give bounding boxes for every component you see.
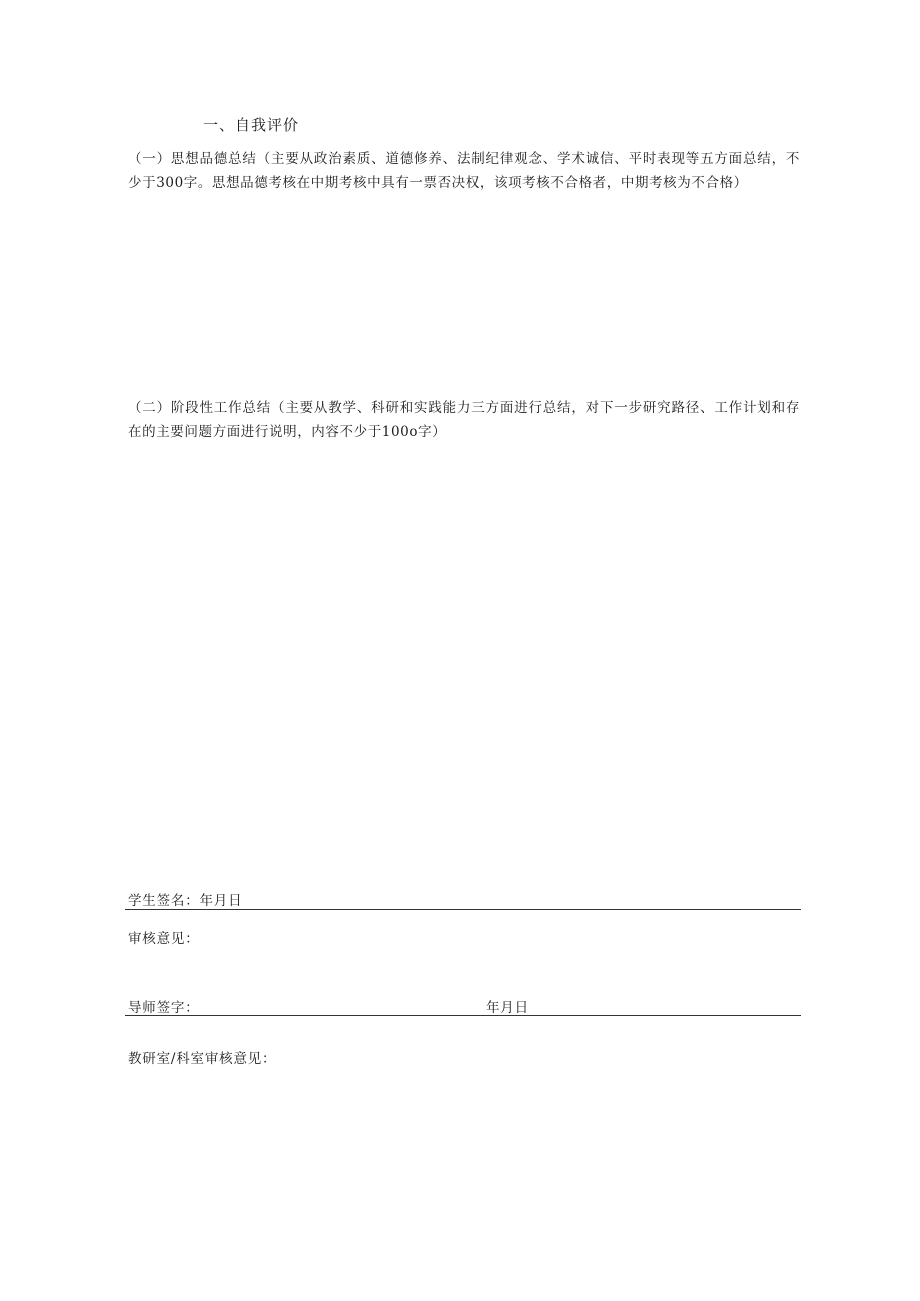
student-signature-line: 学生签名：年月日 (128, 893, 243, 909)
divider-line (125, 1015, 801, 1016)
moral-summary-instructions: （一）思想品德总结（主要从政治素质、道德修养、法制纪律观念、学术诚信、平时表现等五方面总结，不少于300字。思想品德考核在中期考核中具有一票否决权，该项考核不合格者，中期考核为不合格） (128, 151, 800, 191)
section-heading: 一、自我评价 (203, 116, 300, 134)
department-review-label: 教研室/科室审核意见： (128, 1051, 277, 1067)
review-opinion-label: 审核意见： (128, 931, 200, 947)
work-summary-instructions: （二）阶段性工作总结（主要从教学、科研和实践能力三方面进行总结，对下一步研究路径、工作计划和存在的主要问题方面进行说明，内容不少于100o字） (128, 400, 800, 440)
divider-line (125, 909, 801, 910)
advisor-date-label: 年月日 (486, 1000, 529, 1016)
advisor-signature-label: 导师签字： (128, 1000, 200, 1016)
